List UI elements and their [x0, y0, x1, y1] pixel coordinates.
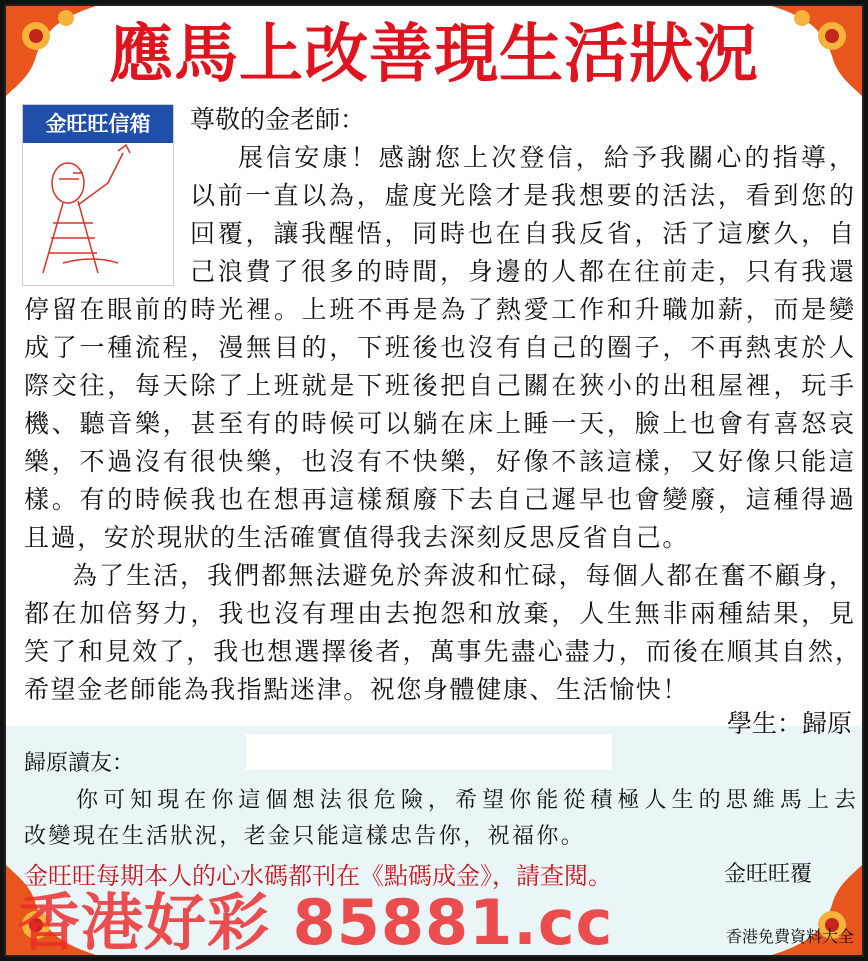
letter-line: 己浪費了很多的時間，身邊的人都在往前走，只有我還 [190, 257, 854, 286]
letter-line: 都在加倍努力，我也沒有理由去抱怨和放棄，人生無非兩種結果，見 [24, 599, 854, 628]
reply-line: 你可知現在你這個想法很危險，希望你能從積極人生的思維馬上去 [76, 788, 856, 813]
letter-page [4, 4, 864, 957]
reply-line: 改變現在生活狀況，老金只能這樣忠告你，祝福你。 [24, 824, 586, 849]
letter-greeting: 尊敬的金老師： [190, 105, 366, 134]
notice-text: 金旺旺每期本人的心水碼都刊在《點碼成金》，請查閱。 [24, 862, 612, 890]
letter-line: 希望金老師能為我指點迷津。祝您身體健康、生活愉快！ [24, 675, 690, 704]
letter-line: 成了一種流程，漫無目的，下班後也沒有自己的圈子，不再熱衷於人 [24, 333, 854, 362]
blank-strip [246, 734, 612, 770]
letter-line: 機、聽音樂，甚至有的時候可以躺在床上睡一天，臉上也會有喜怒哀 [24, 409, 854, 438]
column-badge: 金旺旺信箱 [23, 105, 173, 143]
letter-line: 停留在眼前的時光裡。上班不再是為了熱愛工作和升職加薪，而是變 [24, 295, 854, 324]
headline: 應馬上改善現生活狀況 [109, 17, 759, 92]
letter-line: 展信安康！感謝您上次登信，給予我關心的指導， [238, 143, 854, 172]
letter-line: 以前一直以為，虛度光陰才是我想要的活法，看到您的 [190, 181, 854, 210]
letter-line: 際交往，每天除了上班就是下班後把自己關在狹小的出租屋裡，玩手 [24, 371, 854, 400]
reply-signature: 金旺旺覆 [723, 862, 812, 887]
letter-line: 樣。有的時候我也在想再這樣頹廢下去自己遲早也會變廢，這種得過 [24, 485, 854, 514]
letter-line: 為了生活，我們都無法避免於奔波和忙碌，每個人都在奮不顧身， [72, 561, 854, 590]
source-label: 香港免費資料大全 [725, 927, 854, 946]
letter-line: 回覆，讓我醒悟，同時也在自我反省，活了這麼久，自 [190, 219, 854, 248]
column-badge-box [22, 104, 174, 286]
columnist-sketch-icon [23, 143, 173, 283]
reply-greeting: 歸原讀友： [24, 751, 135, 776]
letter-line: 且過，安於現狀的生活確實值得我去深刻反思反省自己。 [24, 523, 690, 552]
watermark: 香港好彩 85881.cc [18, 886, 614, 957]
letter-signature: 學生：歸原 [726, 709, 852, 738]
letter-line: 笑了和見效了，我也想選擇後者，萬事先盡心盡力，而後在順其自然， [24, 637, 860, 666]
letter-line: 樂，不過沒有很快樂，也沒有不快樂，好像不該這樣，又好像只能這 [24, 447, 854, 476]
